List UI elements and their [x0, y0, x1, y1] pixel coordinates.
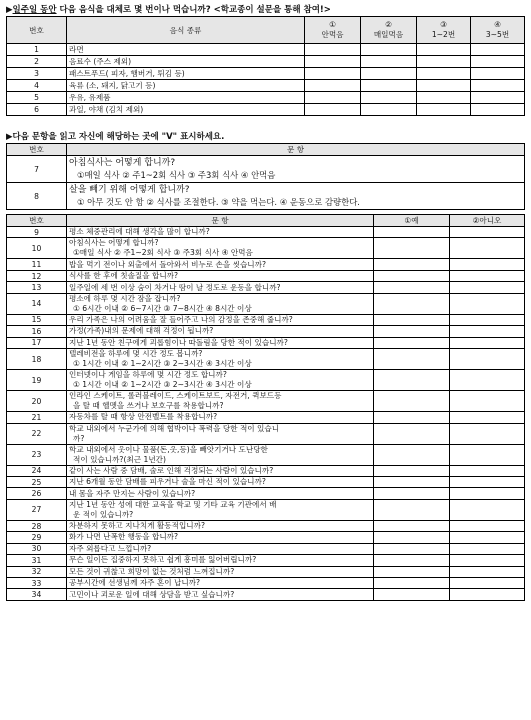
- answer-cell-opt2[interactable]: [361, 56, 417, 68]
- checklist-no: 9: [7, 227, 67, 238]
- checklist-row: [7, 238, 525, 259]
- checklist-question: 고민이나 괴로운 일에 대해 상담을 받고 싶습니까?: [69, 589, 235, 599]
- answer-cell-yes[interactable]: [374, 238, 450, 259]
- checklist-question: 가정(가족)내의 문제에 대해 걱정이 됩니까?: [69, 326, 214, 336]
- checklist-row: [7, 465, 525, 476]
- answer-cell-yes[interactable]: [374, 423, 450, 444]
- answer-cell-yes[interactable]: [374, 349, 450, 370]
- checklist-question-cell: [67, 555, 374, 566]
- checklist-question-cell: [67, 326, 374, 337]
- checklist-question: 모든 것이 귀찮고 희망이 없는 것처럼 느껴집니까?: [69, 566, 235, 576]
- answer-cell-yes[interactable]: [374, 465, 450, 476]
- answer-cell-yes[interactable]: [374, 337, 450, 348]
- question-row: [7, 156, 525, 183]
- question-text: 아침식사는 어떻게 합니까?: [69, 158, 176, 168]
- answer-cell-no[interactable]: [450, 293, 525, 314]
- answer-cell-no[interactable]: [450, 326, 525, 337]
- checklist-no: 21: [7, 412, 67, 423]
- answer-cell-opt4[interactable]: [471, 80, 525, 92]
- checklist-question: 무슨 일이든 집중하지 못하고 쉽게 흥미를 잃어버립니까?: [69, 555, 257, 565]
- answer-cell-no[interactable]: [450, 227, 525, 238]
- food-row: [7, 44, 525, 56]
- checklist-question: 평소에 하루 몇 시간 잠을 잡니까?: [69, 293, 181, 303]
- checklist-no: 17: [7, 337, 67, 348]
- checklist-question-cell: [67, 488, 374, 499]
- answer-cell-no[interactable]: [450, 412, 525, 423]
- header-opt3: ③ 1~2번: [417, 17, 471, 44]
- checklist-row: [7, 326, 525, 337]
- header-opt1: ① 안먹음: [305, 17, 361, 44]
- section3-header-q: 문 항: [67, 215, 374, 227]
- checklist-no: 15: [7, 314, 67, 325]
- answer-cell-opt2[interactable]: [361, 104, 417, 116]
- answer-cell-yes[interactable]: [374, 578, 450, 589]
- answer-cell-yes[interactable]: [374, 370, 450, 391]
- checklist-question: 지난 6개월 동안 담배를 피우거나 술을 마신 적이 있습니까?: [69, 477, 266, 487]
- food-row-name: 과일, 야채 (김치 제외): [67, 104, 305, 116]
- checklist-row: [7, 589, 525, 600]
- section2-header-no: 번호: [7, 144, 67, 156]
- checklist-row: [7, 578, 525, 589]
- answer-cell-no[interactable]: [450, 499, 525, 520]
- checklist-question: 지난 1년 동안 친구에게 괴롭힘이나 따돌림을 당한 적이 있습니까?: [69, 337, 288, 347]
- checklist-question: 밥을 먹기 전이나 외출에서 돌아와서 비누로 손을 씻습니까?: [69, 259, 266, 269]
- answer-cell-yes[interactable]: [374, 555, 450, 566]
- answer-cell-opt4[interactable]: [471, 104, 525, 116]
- checklist-no: 11: [7, 259, 67, 270]
- answer-cell-yes[interactable]: [374, 589, 450, 600]
- answer-cell-no[interactable]: [450, 282, 525, 293]
- checklist-row: [7, 444, 525, 465]
- checklist-row: [7, 370, 525, 391]
- checklist-row: [7, 520, 525, 531]
- checklist-question: 지난 1년 동안 성에 대한 교육을 학교 및 기타 교육 기관에서 배: [69, 499, 277, 509]
- checklist-no: 30: [7, 543, 67, 554]
- answer-cell-yes[interactable]: [374, 488, 450, 499]
- section3-header-no-opt: ②아니오: [450, 215, 525, 227]
- checklist-question-sub: ①매일 식사 ② 주1~2회 식사 ③ 주3회 식사 ④ 안먹음: [73, 248, 253, 258]
- answer-cell-yes[interactable]: [374, 227, 450, 238]
- checklist-row: [7, 499, 525, 520]
- food-row-no: 3: [7, 68, 67, 80]
- checklist-row: [7, 555, 525, 566]
- checklist-question: 인라인 스케이트, 롤러블레이드, 스케이트보드, 자전거, 퀵보드등: [69, 391, 282, 401]
- header-opt2: ② 매일먹음: [361, 17, 417, 44]
- answer-cell-opt3[interactable]: [417, 80, 471, 92]
- food-row-name: 라면: [67, 44, 305, 56]
- answer-cell-opt4[interactable]: [471, 68, 525, 80]
- section2-header: [7, 144, 525, 156]
- checklist-no: 14: [7, 293, 67, 314]
- answer-cell-no[interactable]: [450, 578, 525, 589]
- checklist-question: 차분하지 못하고 지나치게 활동적입니까?: [69, 521, 205, 531]
- checklist-question: 일주일에 세 번 이상 숨이 차거나 땀이 날 정도로 운동을 합니까?: [69, 282, 281, 292]
- answer-cell-yes[interactable]: [374, 293, 450, 314]
- answer-cell-no[interactable]: [450, 370, 525, 391]
- food-row-no: 5: [7, 92, 67, 104]
- answer-cell-opt2[interactable]: [361, 92, 417, 104]
- checklist-row: [7, 476, 525, 487]
- checklist-question-cell: [67, 444, 374, 465]
- checklist-question-cell: [67, 293, 374, 314]
- answer-cell-no[interactable]: [450, 465, 525, 476]
- checklist-question-cell: [67, 337, 374, 348]
- checklist-no: 26: [7, 488, 67, 499]
- section2-title: ▶다음 문항을 읽고 자신에 해당하는 곳에 "V" 표시하세요.: [6, 132, 225, 142]
- question-cell[interactable]: [67, 183, 525, 210]
- food-row-name: 음료수 (주스 제외): [67, 56, 305, 68]
- question-no: 8: [7, 183, 67, 210]
- checklist-question: 같이 사는 사람 중 담배, 술로 인해 걱정되는 사람이 있습니까?: [69, 465, 274, 475]
- checklist-question: 인터넷이나 게임을 하루에 몇 시간 정도 합니까?: [69, 370, 227, 380]
- checklist-question-sub: ① 6시간 이내 ② 6~7시간 ③ 7~8시간 ④ 8시간 이상: [73, 303, 252, 313]
- checklist-question-cell: [67, 423, 374, 444]
- checklist-row: [7, 566, 525, 577]
- answer-cell-yes[interactable]: [374, 282, 450, 293]
- answer-cell-opt1[interactable]: [305, 44, 361, 56]
- checklist-question: 평소 체중관리에 대해 생각을 많이 합니까?: [69, 227, 210, 237]
- checklist-question-cell: [67, 465, 374, 476]
- question-row: [7, 183, 525, 210]
- checklist-no: 33: [7, 578, 67, 589]
- answer-cell-yes[interactable]: [374, 326, 450, 337]
- checklist-no: 34: [7, 589, 67, 600]
- food-row: [7, 68, 525, 80]
- checklist-question-cell: [67, 520, 374, 531]
- checklist-no: 20: [7, 391, 67, 412]
- section2-header-q: 문 항: [67, 144, 525, 156]
- answer-cell-yes[interactable]: [374, 543, 450, 554]
- checklist-question: 내 몸을 자주 만지는 사람이 있습니까?: [69, 488, 196, 498]
- checklist-row: [7, 314, 525, 325]
- section3-header-no: 번호: [7, 215, 67, 227]
- answer-cell-opt1[interactable]: [305, 68, 361, 80]
- header-opt4: ④ 3~5번: [471, 17, 525, 44]
- header-no: 번호: [7, 17, 67, 44]
- food-row: [7, 56, 525, 68]
- answer-cell-opt1[interactable]: [305, 92, 361, 104]
- answer-cell-no[interactable]: [450, 555, 525, 566]
- answer-cell-opt3[interactable]: [417, 56, 471, 68]
- checklist-question: 학교 내외에서 옷이나 물품(돈,옷,등)을 빼앗기거나 도난당한: [69, 444, 268, 454]
- food-row: [7, 92, 525, 104]
- food-row-name: 우유, 유제품: [67, 92, 305, 104]
- answer-cell-no[interactable]: [450, 314, 525, 325]
- checklist-question-cell: [67, 532, 374, 543]
- question-cell[interactable]: [67, 156, 525, 183]
- food-row-no: 1: [7, 44, 67, 56]
- answer-cell-yes[interactable]: [374, 412, 450, 423]
- title-rest: 다음 음식을 대체로 몇 번이나 먹습니까?: [56, 5, 214, 15]
- food-row-no: 4: [7, 80, 67, 92]
- checklist-question: 공부시간에 선생님께 자주 혼이 납니까?: [69, 578, 201, 588]
- answer-cell-opt1[interactable]: [305, 104, 361, 116]
- checklist-question-cell: [67, 476, 374, 487]
- answer-cell-yes[interactable]: [374, 259, 450, 270]
- checklist-question-cell: [67, 543, 374, 554]
- answer-cell-opt2[interactable]: [361, 44, 417, 56]
- section3-header-yes: ①예: [374, 215, 450, 227]
- answer-cell-opt2[interactable]: [361, 80, 417, 92]
- checklist-question: 학교 내외에서 누군가에 의해 협박이나 폭력을 당한 적이 있습니: [69, 423, 280, 433]
- checklist-row: [7, 488, 525, 499]
- checklist-row: [7, 259, 525, 270]
- answer-cell-opt3[interactable]: [417, 68, 471, 80]
- answer-cell-yes[interactable]: [374, 391, 450, 412]
- answer-cell-opt2[interactable]: [361, 68, 417, 80]
- answer-cell-no[interactable]: [450, 337, 525, 348]
- answer-cell-no[interactable]: [450, 543, 525, 554]
- checklist-question-cell: [67, 412, 374, 423]
- checklist-question: 자주 외롭다고 느낍니까?: [69, 543, 152, 553]
- checklist-question-cell: [67, 314, 374, 325]
- question-options: ① 아무 것도 안 함 ② 식사를 조절한다. ③ 약을 먹는다. ④ 운동으로 감량한다.: [77, 197, 360, 207]
- checklist-question-cell: [67, 349, 374, 370]
- answer-cell-opt4[interactable]: [471, 56, 525, 68]
- checklist-question-cell: [67, 259, 374, 270]
- answer-cell-no[interactable]: [450, 423, 525, 444]
- checklist-question-cell: [67, 282, 374, 293]
- question-no: 7: [7, 156, 67, 183]
- answer-cell-yes[interactable]: [374, 566, 450, 577]
- checklist-question-sub: ① 1시간 이내 ② 1~2시간 ③ 2~3시간 ④ 3시간 이상: [73, 359, 252, 369]
- food-row-no: 6: [7, 104, 67, 116]
- answer-cell-yes[interactable]: [374, 314, 450, 325]
- checklist-no: 31: [7, 555, 67, 566]
- answer-cell-yes[interactable]: [374, 499, 450, 520]
- answer-cell-opt3[interactable]: [417, 104, 471, 116]
- checklist-no: 23: [7, 444, 67, 465]
- checklist-row: [7, 227, 525, 238]
- checklist-question: 텔레비전을 하루에 몇 시간 정도 봅니까?: [69, 349, 203, 359]
- answer-cell-opt3[interactable]: [417, 92, 471, 104]
- answer-cell-no[interactable]: [450, 488, 525, 499]
- checklist-no: 13: [7, 282, 67, 293]
- checklist-question-cell: [67, 499, 374, 520]
- checklist-no: 24: [7, 465, 67, 476]
- food-row-no: 2: [7, 56, 67, 68]
- food-row: [7, 80, 525, 92]
- question-text: 살을 빼기 위해 어떻게 합니까?: [69, 185, 190, 195]
- checklist-no: 12: [7, 270, 67, 281]
- checklist-no: 16: [7, 326, 67, 337]
- checklist-no: 22: [7, 423, 67, 444]
- food-table-header: [7, 17, 525, 44]
- answer-cell-opt1[interactable]: [305, 56, 361, 68]
- checklist-row: [7, 270, 525, 281]
- checklist-no: 28: [7, 520, 67, 531]
- title-underlined: 일주일 동안: [12, 5, 57, 15]
- checklist-question: 아침식사는 어떻게 합니까?: [69, 238, 159, 248]
- checklist-question: 자동차를 탈 때 항상 안전벨트를 착용합니까?: [69, 412, 218, 422]
- answer-cell-no[interactable]: [450, 270, 525, 281]
- answer-cell-no[interactable]: [450, 589, 525, 600]
- checklist-question-cell: [67, 227, 374, 238]
- checklist-row: [7, 337, 525, 348]
- checklist-question-sub: ① 1시간 이내 ② 1~2시간 ③ 2~3시간 ④ 3시간 이상: [73, 380, 252, 390]
- answer-cell-no[interactable]: [450, 476, 525, 487]
- answer-cell-yes[interactable]: [374, 520, 450, 531]
- checklist-row: [7, 412, 525, 423]
- checklist-no: 25: [7, 476, 67, 487]
- answer-cell-no[interactable]: [450, 566, 525, 577]
- checklist-no: 32: [7, 566, 67, 577]
- checklist-question-cell: [67, 589, 374, 600]
- health-checklist-table: [6, 214, 525, 601]
- behavior-question-table: [6, 143, 525, 210]
- header-food: 음식 종류: [67, 17, 305, 44]
- answer-cell-opt3[interactable]: [417, 44, 471, 56]
- checklist-row: [7, 349, 525, 370]
- answer-cell-no[interactable]: [450, 444, 525, 465]
- title-bullet: ▶: [6, 5, 13, 15]
- checklist-question-cell: [67, 566, 374, 577]
- checklist-question-sub: 을 탈 때 헬멧을 쓰거나 보호구를 착용합니까?: [73, 401, 224, 411]
- answer-cell-opt4[interactable]: [471, 44, 525, 56]
- checklist-no: 10: [7, 238, 67, 259]
- food-row-name: 육류 (소, 돼지, 닭고기 등): [67, 80, 305, 92]
- answer-cell-yes[interactable]: [374, 270, 450, 281]
- checklist-question: 우리 가족은 나의 어려움을 잘 들어주고 나의 감정을 존중해 줍니까?: [69, 314, 293, 324]
- answer-cell-opt1[interactable]: [305, 80, 361, 92]
- checklist-row: [7, 282, 525, 293]
- answer-cell-no[interactable]: [450, 532, 525, 543]
- checklist-question-cell: [67, 391, 374, 412]
- checklist-no: 27: [7, 499, 67, 520]
- food-frequency-table: [6, 16, 525, 116]
- checklist-row: [7, 391, 525, 412]
- checklist-no: 29: [7, 532, 67, 543]
- answer-cell-yes[interactable]: [374, 476, 450, 487]
- checklist-question: 화가 나면 난폭한 행동을 합니까?: [69, 532, 179, 542]
- answer-cell-no[interactable]: [450, 520, 525, 531]
- answer-cell-opt4[interactable]: [471, 92, 525, 104]
- checklist-no: 18: [7, 349, 67, 370]
- checklist-question-cell: [67, 370, 374, 391]
- section3-header: [7, 215, 525, 227]
- answer-cell-yes[interactable]: [374, 532, 450, 543]
- checklist-question-sub: 운 적이 있습니까?: [73, 509, 134, 519]
- checklist-row: [7, 293, 525, 314]
- checklist-question-cell: [67, 238, 374, 259]
- answer-cell-yes[interactable]: [374, 444, 450, 465]
- checklist-row: [7, 543, 525, 554]
- title-note: <학교종이 설문을 통해 참여!>: [213, 5, 331, 15]
- checklist-row: [7, 423, 525, 444]
- question-options: ①매일 식사 ② 주1~2회 식사 ③ 주3회 식사 ④ 안먹음: [77, 170, 276, 180]
- food-row: [7, 104, 525, 116]
- checklist-question-cell: [67, 270, 374, 281]
- answer-cell-no[interactable]: [450, 238, 525, 259]
- checklist-question-cell: [67, 578, 374, 589]
- checklist-question-sub: 적이 있습니까?(최근 1년간): [73, 454, 166, 464]
- section1-title: [6, 3, 331, 15]
- answer-cell-no[interactable]: [450, 391, 525, 412]
- checklist-question-sub: 까?: [73, 433, 85, 443]
- answer-cell-no[interactable]: [450, 259, 525, 270]
- checklist-row: [7, 532, 525, 543]
- checklist-question: 식사를 한 후에 칫솔질을 합니까?: [69, 271, 179, 281]
- checklist-no: 19: [7, 370, 67, 391]
- answer-cell-no[interactable]: [450, 349, 525, 370]
- food-row-name: 패스트푸드( 피자, 햄버거, 튀김 등): [67, 68, 305, 80]
